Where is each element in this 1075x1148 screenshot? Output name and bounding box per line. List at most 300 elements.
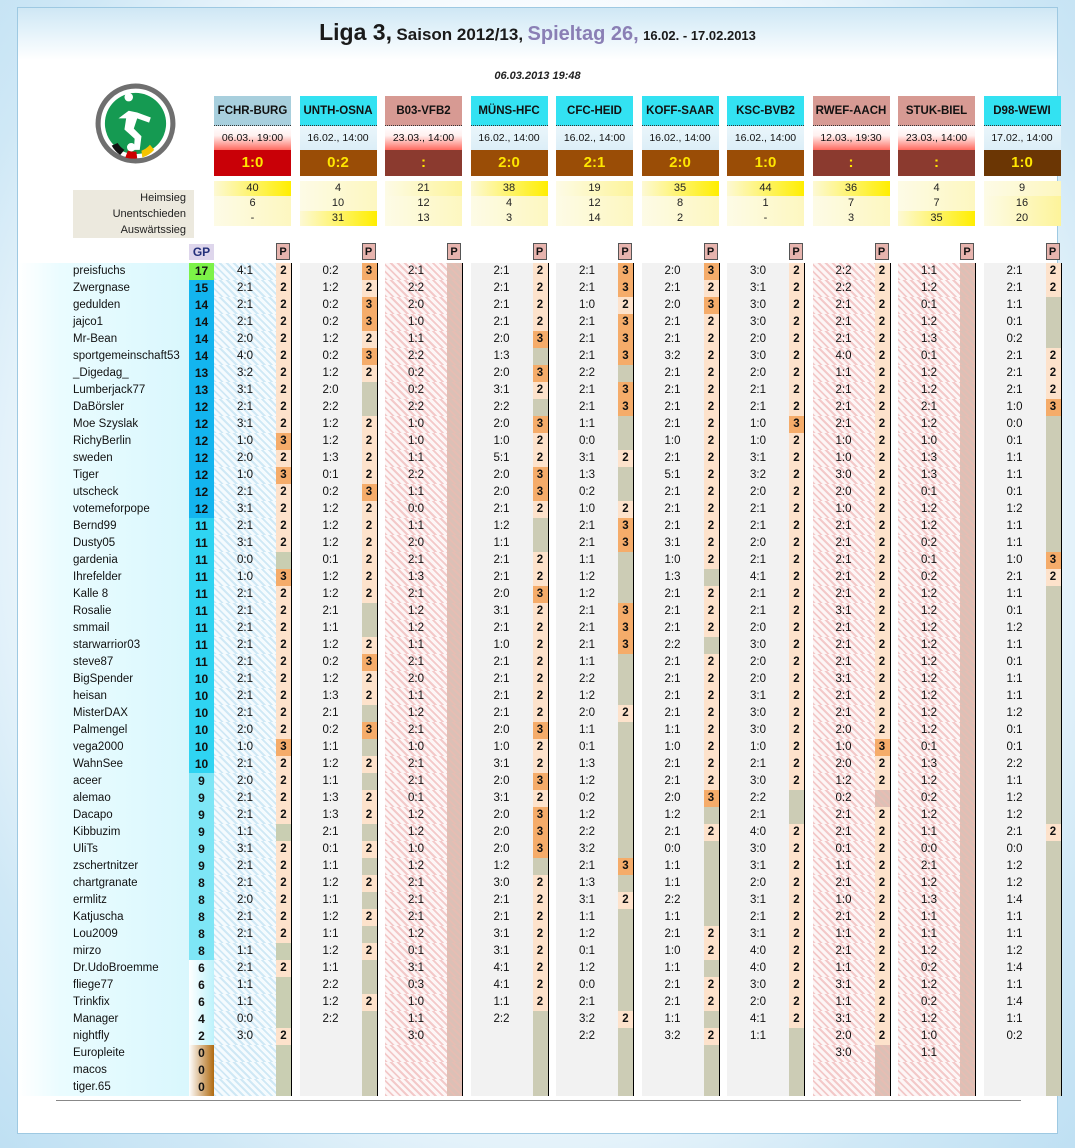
tip-cell[interactable]: 2:1 [727, 756, 789, 773]
tip-cell[interactable] [471, 1045, 533, 1062]
tip-cell[interactable]: 1:2 [984, 705, 1046, 722]
table-row[interactable] [18, 1062, 1059, 1079]
tip-cell[interactable]: 1:3 [300, 790, 362, 807]
tip-cell[interactable]: 3:2 [556, 1011, 618, 1028]
tip-cell[interactable]: 2:2 [556, 824, 618, 841]
tip-cell[interactable]: 2:1 [727, 552, 789, 569]
tip-cell[interactable]: 2:2 [385, 399, 447, 416]
tip-cell[interactable]: 2:1 [214, 314, 276, 331]
tip-cell[interactable]: 2:2 [385, 467, 447, 484]
tip-cell[interactable]: 2:1 [642, 484, 704, 501]
tip-cell[interactable]: 2:1 [385, 773, 447, 790]
tip-cell[interactable]: 2:1 [642, 977, 704, 994]
tip-cell[interactable]: 2:1 [642, 280, 704, 297]
tip-cell[interactable]: 1:1 [984, 671, 1046, 688]
tip-cell[interactable]: 3:1 [214, 382, 276, 399]
tip-cell[interactable]: 1:0 [813, 433, 875, 450]
tip-cell[interactable]: 2:0 [300, 382, 362, 399]
tip-cell[interactable]: 1:1 [898, 926, 960, 943]
tip-cell[interactable]: 1:2 [898, 705, 960, 722]
tip-cell[interactable]: 1:2 [385, 620, 447, 637]
table-row[interactable] [18, 620, 1059, 637]
tip-cell[interactable]: 1:2 [898, 280, 960, 297]
tip-cell[interactable]: 1:3 [556, 875, 618, 892]
tip-cell[interactable]: 1:0 [214, 433, 276, 450]
tip-cell[interactable] [727, 1062, 789, 1079]
tip-cell[interactable]: 0:2 [556, 484, 618, 501]
tip-cell[interactable]: 1:0 [642, 943, 704, 960]
tip-cell[interactable]: 1:4 [984, 994, 1046, 1011]
tip-cell[interactable] [642, 1045, 704, 1062]
tip-cell[interactable]: 2:0 [813, 484, 875, 501]
table-row[interactable] [18, 280, 1059, 297]
tip-cell[interactable]: 1:1 [385, 637, 447, 654]
tip-cell[interactable]: 1:2 [898, 586, 960, 603]
table-row[interactable] [18, 297, 1059, 314]
tip-cell[interactable]: 0:1 [813, 841, 875, 858]
tip-cell[interactable]: 1:1 [984, 297, 1046, 314]
tip-cell[interactable]: 2:1 [385, 722, 447, 739]
table-row[interactable] [18, 926, 1059, 943]
tip-cell[interactable]: 2:1 [471, 654, 533, 671]
tip-cell[interactable]: 2:0 [471, 467, 533, 484]
table-row[interactable] [18, 535, 1059, 552]
tip-cell[interactable]: 1:2 [984, 875, 1046, 892]
tip-cell[interactable]: 1:2 [898, 382, 960, 399]
tip-cell[interactable]: 1:2 [300, 586, 362, 603]
tip-cell[interactable]: 1:1 [984, 909, 1046, 926]
tip-cell[interactable]: 0:2 [300, 654, 362, 671]
tip-cell[interactable]: 2:1 [556, 620, 618, 637]
tip-cell[interactable]: 2:1 [642, 654, 704, 671]
tip-cell[interactable]: 2:1 [471, 569, 533, 586]
tip-cell[interactable]: 0:2 [300, 484, 362, 501]
tip-cell[interactable]: 2:1 [727, 603, 789, 620]
tip-cell[interactable]: 2:1 [642, 416, 704, 433]
tip-cell[interactable]: 1:0 [556, 501, 618, 518]
tip-cell[interactable]: 2:1 [813, 331, 875, 348]
tip-cell[interactable]: 2:1 [984, 280, 1046, 297]
tip-cell[interactable]: 1:2 [984, 807, 1046, 824]
tip-cell[interactable]: 0:0 [642, 841, 704, 858]
tip-cell[interactable]: 2:1 [556, 331, 618, 348]
tip-cell[interactable]: 1:1 [556, 654, 618, 671]
tip-cell[interactable]: 0:1 [984, 739, 1046, 756]
tip-cell[interactable]: 1:2 [300, 569, 362, 586]
tip-cell[interactable]: 2:2 [471, 399, 533, 416]
tip-cell[interactable]: 4:0 [727, 824, 789, 841]
tip-cell[interactable]: 2:1 [214, 297, 276, 314]
match-column[interactable] [214, 96, 291, 226]
tip-cell[interactable]: 2:0 [214, 331, 276, 348]
tip-cell[interactable]: 1:2 [556, 586, 618, 603]
tip-cell[interactable]: 1:0 [214, 569, 276, 586]
table-row[interactable] [18, 416, 1059, 433]
tip-cell[interactable]: 0:1 [898, 484, 960, 501]
tip-cell[interactable]: 2:1 [471, 297, 533, 314]
match-column[interactable] [300, 96, 377, 226]
tip-cell[interactable]: 2:0 [214, 892, 276, 909]
tip-cell[interactable]: 2:0 [471, 365, 533, 382]
tip-cell[interactable]: 1:2 [300, 280, 362, 297]
tip-cell[interactable] [642, 1079, 704, 1096]
tip-cell[interactable] [984, 1079, 1046, 1096]
tip-cell[interactable]: 0:1 [385, 790, 447, 807]
tip-cell[interactable]: 1:2 [300, 535, 362, 552]
tip-cell[interactable]: 4:1 [471, 977, 533, 994]
tip-cell[interactable]: 0:1 [300, 552, 362, 569]
table-row[interactable] [18, 637, 1059, 654]
tip-cell[interactable]: 2:0 [642, 297, 704, 314]
tip-cell[interactable]: 1:1 [984, 977, 1046, 994]
tip-cell[interactable]: 1:1 [214, 943, 276, 960]
tip-cell[interactable]: 1:1 [385, 518, 447, 535]
tip-cell[interactable]: 3:0 [727, 977, 789, 994]
tip-cell[interactable]: 3:1 [471, 790, 533, 807]
tip-cell[interactable]: 3:1 [385, 960, 447, 977]
tip-cell[interactable] [385, 1079, 447, 1096]
tip-cell[interactable]: 2:0 [214, 450, 276, 467]
tip-cell[interactable]: 0:2 [898, 790, 960, 807]
tip-cell[interactable]: 1:1 [642, 722, 704, 739]
tip-cell[interactable]: 1:1 [300, 620, 362, 637]
tip-cell[interactable]: 2:1 [214, 518, 276, 535]
tip-cell[interactable]: 0:0 [556, 977, 618, 994]
tip-cell[interactable]: 2:1 [556, 858, 618, 875]
tip-cell[interactable]: 2:2 [984, 756, 1046, 773]
tip-cell[interactable]: 3:0 [727, 314, 789, 331]
tip-cell[interactable]: 3:1 [214, 501, 276, 518]
tip-cell[interactable]: 2:1 [642, 399, 704, 416]
tip-cell[interactable]: 2:0 [385, 297, 447, 314]
tip-cell[interactable]: 4:0 [214, 348, 276, 365]
tip-cell[interactable] [385, 1062, 447, 1079]
tip-cell[interactable]: 1:2 [385, 858, 447, 875]
tip-cell[interactable]: 2:2 [385, 280, 447, 297]
tip-cell[interactable]: 1:2 [898, 1011, 960, 1028]
tip-cell[interactable]: 2:1 [385, 756, 447, 773]
table-row[interactable] [18, 484, 1059, 501]
tip-cell[interactable]: 3:1 [813, 977, 875, 994]
tip-cell[interactable]: 3:0 [727, 297, 789, 314]
tip-cell[interactable]: 1:2 [300, 909, 362, 926]
tip-cell[interactable]: 1:1 [471, 994, 533, 1011]
tip-cell[interactable]: 0:2 [898, 994, 960, 1011]
tip-cell[interactable]: 0:1 [984, 603, 1046, 620]
tip-cell[interactable]: 1:3 [898, 756, 960, 773]
table-row[interactable] [18, 892, 1059, 909]
tip-cell[interactable]: 2:1 [214, 637, 276, 654]
tip-cell[interactable] [300, 1028, 362, 1045]
tip-cell[interactable]: 3:1 [471, 756, 533, 773]
tip-cell[interactable]: 2:1 [556, 518, 618, 535]
tip-cell[interactable]: 2:1 [642, 501, 704, 518]
tip-cell[interactable]: 3:0 [471, 875, 533, 892]
tip-cell[interactable]: 1:0 [214, 739, 276, 756]
tip-cell[interactable] [300, 1045, 362, 1062]
tip-cell[interactable]: 1:3 [300, 450, 362, 467]
tip-cell[interactable]: 0:2 [385, 382, 447, 399]
tip-cell[interactable]: 2:1 [813, 297, 875, 314]
tip-cell[interactable]: 2:1 [642, 926, 704, 943]
tip-cell[interactable]: 1:2 [300, 994, 362, 1011]
table-row[interactable] [18, 671, 1059, 688]
tip-cell[interactable]: 1:3 [300, 807, 362, 824]
tip-cell[interactable]: 1:2 [300, 416, 362, 433]
tip-cell[interactable]: 1:1 [984, 773, 1046, 790]
tip-cell[interactable]: 1:1 [556, 416, 618, 433]
tip-cell[interactable]: 0:1 [556, 739, 618, 756]
table-row[interactable] [18, 365, 1059, 382]
tip-cell[interactable]: 1:1 [642, 960, 704, 977]
tip-cell[interactable]: 2:1 [300, 705, 362, 722]
tip-cell[interactable]: 1:1 [642, 875, 704, 892]
tip-cell[interactable]: 2:1 [556, 348, 618, 365]
tip-cell[interactable]: 0:1 [984, 314, 1046, 331]
tip-cell[interactable]: 2:1 [385, 909, 447, 926]
tip-cell[interactable]: 2:0 [727, 535, 789, 552]
tip-cell[interactable]: 1:1 [984, 467, 1046, 484]
tip-cell[interactable]: 1:1 [642, 858, 704, 875]
tip-cell[interactable]: 2:1 [813, 518, 875, 535]
tip-cell[interactable]: 2:1 [727, 807, 789, 824]
tip-cell[interactable]: 1:2 [898, 518, 960, 535]
table-row[interactable] [18, 943, 1059, 960]
tip-cell[interactable]: 2:1 [984, 824, 1046, 841]
table-row[interactable] [18, 1028, 1059, 1045]
tip-cell[interactable]: 1:2 [385, 926, 447, 943]
tip-cell[interactable]: 3:2 [214, 365, 276, 382]
tip-cell[interactable]: 0:0 [984, 841, 1046, 858]
tip-cell[interactable]: 1:1 [813, 960, 875, 977]
tip-cell[interactable]: 1:2 [984, 501, 1046, 518]
tip-cell[interactable]: 1:0 [727, 739, 789, 756]
tip-cell[interactable]: 5:1 [642, 467, 704, 484]
tip-cell[interactable]: 1:0 [813, 892, 875, 909]
tip-cell[interactable]: 1:2 [471, 518, 533, 535]
tip-cell[interactable]: 2:1 [385, 892, 447, 909]
tip-cell[interactable]: 1:2 [385, 807, 447, 824]
tip-cell[interactable]: 1:1 [984, 535, 1046, 552]
tip-cell[interactable]: 1:2 [898, 637, 960, 654]
tip-cell[interactable] [727, 1045, 789, 1062]
tip-cell[interactable] [556, 1045, 618, 1062]
tip-cell[interactable]: 2:0 [727, 654, 789, 671]
tip-cell[interactable]: 2:1 [214, 909, 276, 926]
tip-cell[interactable]: 1:1 [556, 909, 618, 926]
tip-cell[interactable]: 0:2 [898, 960, 960, 977]
tip-cell[interactable]: 1:3 [898, 331, 960, 348]
tip-cell[interactable]: 2:1 [642, 824, 704, 841]
match-column[interactable] [727, 96, 804, 226]
table-row[interactable] [18, 773, 1059, 790]
tip-cell[interactable]: 3:0 [727, 773, 789, 790]
tip-cell[interactable]: 1:1 [300, 960, 362, 977]
tip-cell[interactable]: 0:2 [300, 348, 362, 365]
tip-cell[interactable]: 3:1 [727, 280, 789, 297]
tip-cell[interactable]: 1:1 [300, 858, 362, 875]
tip-cell[interactable]: 2:1 [471, 280, 533, 297]
tip-cell[interactable]: 1:1 [813, 926, 875, 943]
tip-cell[interactable]: 3:2 [727, 467, 789, 484]
tip-cell[interactable]: 2:2 [727, 790, 789, 807]
tip-cell[interactable]: 0:1 [898, 739, 960, 756]
tip-cell[interactable]: 4:1 [727, 569, 789, 586]
tip-cell[interactable]: 3:0 [214, 1028, 276, 1045]
tip-cell[interactable]: 1:2 [898, 943, 960, 960]
table-row[interactable] [18, 858, 1059, 875]
tip-cell[interactable]: 5:1 [471, 450, 533, 467]
table-row[interactable] [18, 739, 1059, 756]
tip-cell[interactable]: 1:2 [898, 807, 960, 824]
tip-cell[interactable]: 2:1 [214, 603, 276, 620]
tip-cell[interactable]: 1:0 [813, 739, 875, 756]
tip-cell[interactable]: 1:2 [898, 773, 960, 790]
tip-cell[interactable]: 2:1 [813, 824, 875, 841]
tip-cell[interactable]: 2:1 [984, 348, 1046, 365]
tip-cell[interactable]: 1:2 [984, 790, 1046, 807]
tip-cell[interactable]: 2:2 [385, 348, 447, 365]
tip-cell[interactable]: 2:1 [471, 314, 533, 331]
tip-cell[interactable]: 1:3 [300, 688, 362, 705]
tip-cell[interactable]: 1:1 [984, 518, 1046, 535]
tip-cell[interactable] [556, 1079, 618, 1096]
tip-cell[interactable]: 0:0 [898, 841, 960, 858]
tip-cell[interactable]: 3:1 [471, 603, 533, 620]
tip-cell[interactable]: 2:1 [300, 603, 362, 620]
tip-cell[interactable]: 1:2 [898, 875, 960, 892]
tip-cell[interactable] [471, 1062, 533, 1079]
tip-cell[interactable]: 4:1 [471, 960, 533, 977]
tip-cell[interactable]: 0:1 [984, 722, 1046, 739]
tip-cell[interactable]: 1:2 [898, 654, 960, 671]
tip-cell[interactable]: 2:1 [385, 552, 447, 569]
tip-cell[interactable]: 1:3 [898, 450, 960, 467]
tip-cell[interactable]: 2:1 [214, 705, 276, 722]
match-column[interactable] [471, 96, 548, 226]
table-row[interactable] [18, 841, 1059, 858]
tip-cell[interactable]: 3:0 [727, 722, 789, 739]
tip-cell[interactable]: 2:0 [727, 994, 789, 1011]
tip-cell[interactable]: 2:1 [556, 263, 618, 280]
tip-cell[interactable]: 2:1 [813, 807, 875, 824]
tip-cell[interactable]: 0:1 [898, 348, 960, 365]
tip-cell[interactable]: 2:0 [471, 331, 533, 348]
tip-cell[interactable]: 1:2 [556, 960, 618, 977]
tip-cell[interactable]: 2:2 [300, 977, 362, 994]
table-row[interactable] [18, 603, 1059, 620]
tip-cell[interactable]: 0:1 [984, 484, 1046, 501]
tip-cell[interactable]: 2:1 [471, 501, 533, 518]
tip-cell[interactable] [471, 1079, 533, 1096]
tip-cell[interactable]: 2:1 [813, 637, 875, 654]
tip-cell[interactable]: 1:0 [385, 994, 447, 1011]
tip-cell[interactable]: 0:0 [556, 433, 618, 450]
table-row[interactable] [18, 382, 1059, 399]
tip-cell[interactable]: 2:2 [471, 1011, 533, 1028]
tip-cell[interactable]: 2:1 [813, 705, 875, 722]
tip-cell[interactable]: 2:1 [556, 280, 618, 297]
tip-cell[interactable]: 1:2 [300, 365, 362, 382]
tip-cell[interactable]: 1:2 [300, 671, 362, 688]
tip-cell[interactable]: 2:0 [471, 807, 533, 824]
tip-cell[interactable] [300, 1079, 362, 1096]
tip-cell[interactable]: 1:0 [385, 739, 447, 756]
tip-cell[interactable]: 2:1 [642, 756, 704, 773]
tip-cell[interactable]: 1:2 [984, 858, 1046, 875]
tip-cell[interactable]: 1:0 [471, 739, 533, 756]
tip-cell[interactable]: 2:1 [642, 314, 704, 331]
tip-cell[interactable]: 2:1 [642, 671, 704, 688]
tip-cell[interactable]: 2:1 [813, 586, 875, 603]
tip-cell[interactable]: 2:1 [813, 535, 875, 552]
tip-cell[interactable]: 2:1 [813, 552, 875, 569]
tip-cell[interactable]: 2:1 [214, 807, 276, 824]
tip-cell[interactable]: 2:1 [471, 688, 533, 705]
tip-cell[interactable]: 1:1 [898, 263, 960, 280]
tip-cell[interactable]: 0:0 [214, 552, 276, 569]
tip-cell[interactable]: 2:1 [556, 637, 618, 654]
tip-cell[interactable]: 2:0 [471, 773, 533, 790]
tip-cell[interactable]: 2:1 [385, 263, 447, 280]
tip-cell[interactable]: 3:2 [556, 841, 618, 858]
tip-cell[interactable]: 3:0 [727, 637, 789, 654]
tip-cell[interactable]: 0:2 [300, 263, 362, 280]
tip-cell[interactable]: 2:2 [300, 1011, 362, 1028]
tip-cell[interactable] [813, 1079, 875, 1096]
tip-cell[interactable]: 3:1 [727, 892, 789, 909]
tip-cell[interactable]: 0:2 [556, 790, 618, 807]
tip-cell[interactable]: 1:0 [727, 433, 789, 450]
tip-cell[interactable]: 2:1 [556, 535, 618, 552]
tip-cell[interactable]: 1:3 [556, 467, 618, 484]
tip-cell[interactable]: 0:1 [898, 552, 960, 569]
tip-cell[interactable]: 0:3 [385, 977, 447, 994]
tip-cell[interactable]: 1:2 [898, 314, 960, 331]
tip-cell[interactable]: 1:0 [813, 501, 875, 518]
tip-cell[interactable]: 1:0 [727, 416, 789, 433]
tip-cell[interactable]: 3:1 [214, 416, 276, 433]
table-row[interactable] [18, 552, 1059, 569]
tip-cell[interactable]: 2:1 [984, 365, 1046, 382]
tip-cell[interactable]: 2:1 [385, 586, 447, 603]
tip-cell[interactable]: 2:1 [471, 552, 533, 569]
tip-cell[interactable]: 2:1 [813, 399, 875, 416]
tip-cell[interactable]: 1:2 [984, 620, 1046, 637]
tip-cell[interactable]: 2:0 [813, 1028, 875, 1045]
tip-cell[interactable] [556, 1062, 618, 1079]
tip-cell[interactable]: 2:0 [727, 620, 789, 637]
tip-cell[interactable]: 1:2 [300, 756, 362, 773]
tip-cell[interactable]: 1:2 [898, 416, 960, 433]
tip-cell[interactable]: 3:1 [214, 841, 276, 858]
tip-cell[interactable]: 3:2 [642, 348, 704, 365]
tip-cell[interactable]: 2:1 [727, 382, 789, 399]
tip-cell[interactable]: 2:1 [727, 501, 789, 518]
tip-cell[interactable]: 0:2 [813, 790, 875, 807]
tip-cell[interactable]: 1:2 [984, 943, 1046, 960]
tip-cell[interactable]: 1:2 [300, 331, 362, 348]
table-row[interactable] [18, 348, 1059, 365]
tip-cell[interactable]: 1:2 [471, 858, 533, 875]
tip-cell[interactable]: 2:1 [813, 654, 875, 671]
tip-cell[interactable]: 3:1 [813, 671, 875, 688]
match-column[interactable] [984, 96, 1061, 226]
tip-cell[interactable]: 1:0 [385, 416, 447, 433]
tip-cell[interactable]: 1:0 [898, 1028, 960, 1045]
tip-cell[interactable]: 3:1 [471, 382, 533, 399]
tip-cell[interactable]: 2:1 [642, 603, 704, 620]
